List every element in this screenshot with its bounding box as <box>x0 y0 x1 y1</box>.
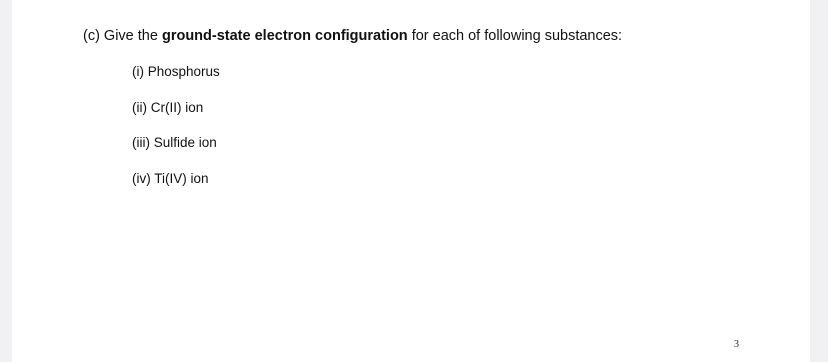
question-text <box>83 28 622 44</box>
list-item-phosphorus: (i) Phosphorus <box>132 64 220 79</box>
question-prefix: (c) Give the <box>83 28 162 44</box>
document-page <box>12 0 810 362</box>
page-number: 3 <box>734 339 739 350</box>
list-item-sulfide-ion: (iii) Sulfide ion <box>132 135 217 150</box>
list-item-ti-iv-ion: (iv) Ti(IV) ion <box>132 170 209 186</box>
list-item-cr-ii-ion: (ii) Cr(II) ion <box>132 99 204 115</box>
substance-list <box>132 64 220 206</box>
question-suffix: for each of following substances: <box>407 28 623 44</box>
question-emphasis: ground-state electron configuration <box>161 28 408 44</box>
